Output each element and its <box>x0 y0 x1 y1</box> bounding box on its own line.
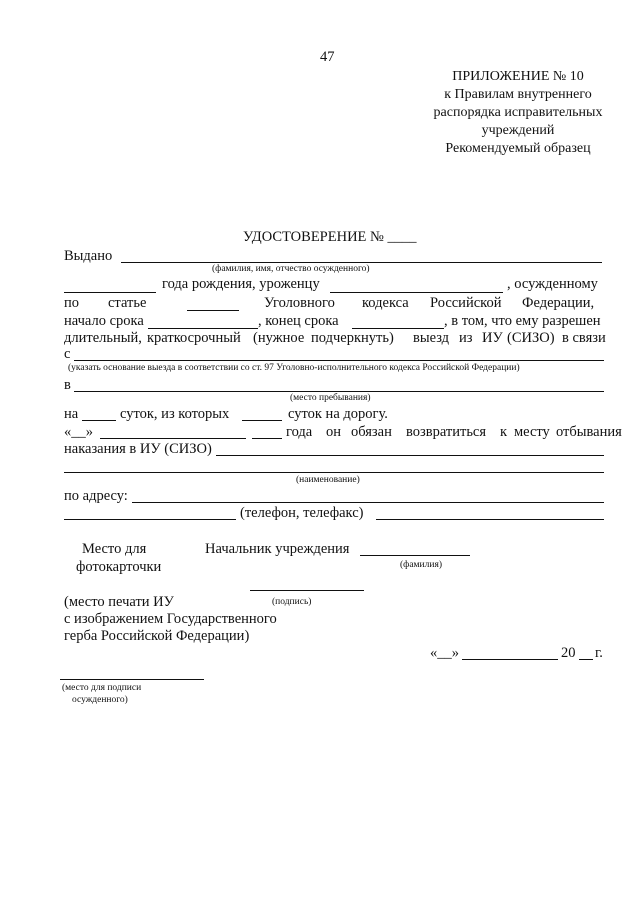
return-date-open: «__» <box>64 424 93 440</box>
trip-word: подчеркнуть) <box>311 330 394 346</box>
page-number: 47 <box>320 49 335 65</box>
days-line[interactable] <box>82 420 116 421</box>
issue-month-line[interactable] <box>462 659 558 660</box>
return-month-line[interactable] <box>100 438 246 439</box>
article-word: по <box>64 295 80 311</box>
reason-line[interactable] <box>74 360 604 361</box>
appendix-line: Рекомендуемый образец <box>445 141 591 156</box>
issue-year-line[interactable] <box>579 659 593 660</box>
signature-caption: (подпись) <box>272 597 312 607</box>
chief-label: Начальник учреждения <box>205 541 350 557</box>
appendix-line: к Правилам внутреннего <box>444 87 592 102</box>
phone-line-right[interactable] <box>376 519 604 520</box>
road-days-label: суток на дорогу. <box>288 406 388 422</box>
trip-word: длительный, <box>64 330 142 346</box>
article-word: Федерации, <box>522 295 595 311</box>
article-word: Российской <box>430 295 502 311</box>
punishment-label: наказания в ИУ (СИЗО) <box>64 441 212 457</box>
photo-place-line2: фотокарточки <box>76 559 162 575</box>
in-label: в <box>64 377 71 393</box>
article-word: кодекса <box>362 295 409 311</box>
stamp-place-line1: (место печати ИУ <box>64 594 174 610</box>
return-text <box>286 424 622 443</box>
trip-word: ИУ <box>482 330 503 346</box>
issue-year-suffix: г. <box>595 645 603 661</box>
appendix-line: учреждений <box>481 123 555 138</box>
name-caption: (наименование) <box>296 475 360 485</box>
trip-text <box>64 331 604 349</box>
address-line[interactable] <box>132 502 604 503</box>
appendix-line: распорядка исправительных <box>433 105 603 120</box>
place-caption: (место пребывания) <box>290 393 371 403</box>
chief-surname-line[interactable] <box>360 555 470 556</box>
days-label: суток, из которых <box>120 406 230 422</box>
for-label: на <box>64 406 79 422</box>
reason-caption: (указать основание выезда в соответствии со ст. 97 Уголовно-исполнительного кодекса Российской Федерации) <box>68 363 520 373</box>
facility-name-line[interactable] <box>64 472 604 473</box>
permitted-label: , в том, что ему разрешен <box>444 313 601 329</box>
term-start-label: начало срока <box>64 313 144 329</box>
stamp-place-line3: герба Российской Федерации) <box>64 628 250 644</box>
place-line[interactable] <box>74 391 604 392</box>
convicted-label: , осужденному <box>507 276 598 292</box>
facility-line[interactable] <box>216 455 604 456</box>
term-end-line[interactable] <box>352 328 444 329</box>
phone-label: (телефон, телефакс) <box>240 505 364 521</box>
birthplace-line[interactable] <box>330 292 503 293</box>
return-word: отбывания <box>556 424 622 440</box>
trip-word: (СИЗО) <box>507 330 555 346</box>
trip-word: (нужное <box>253 330 305 346</box>
trip-word: в связи <box>562 330 606 346</box>
issue-year-prefix: 20 <box>561 645 576 661</box>
article-word: Уголовного <box>264 295 335 311</box>
address-label: по адресу: <box>64 488 128 504</box>
term-end-label: , конец срока <box>258 313 339 329</box>
return-word: месту <box>514 424 550 440</box>
return-word: он <box>326 424 342 440</box>
appendix-title: ПРИЛОЖЕНИЕ № 10 <box>452 69 584 84</box>
birth-year-line[interactable] <box>64 292 156 293</box>
article-text <box>64 296 604 314</box>
convict-signature-caption1: (место для подписи <box>62 683 142 693</box>
trip-word: из <box>459 330 473 346</box>
return-word: к <box>500 424 508 440</box>
term-start-line[interactable] <box>148 328 258 329</box>
surname-caption: (фамилия) <box>400 560 442 570</box>
phone-line-left[interactable] <box>64 519 236 520</box>
with-label: с <box>64 346 71 362</box>
article-line[interactable] <box>187 310 239 311</box>
photo-place-line1: Место для <box>82 541 147 557</box>
convict-signature-caption2: осужденного) <box>72 695 128 705</box>
stamp-place-line2: с изображением Государственного <box>64 611 277 627</box>
birth-year-label: года рождения, уроженцу <box>162 276 320 292</box>
return-word: года <box>286 424 313 440</box>
fio-line[interactable] <box>121 262 602 263</box>
signature-line[interactable] <box>250 590 364 591</box>
return-word: возвратиться <box>406 424 487 440</box>
return-word: обязан <box>351 424 392 440</box>
issued-label: Выдано <box>64 248 113 264</box>
issue-date-open: «__» <box>430 645 459 661</box>
return-year-line[interactable] <box>252 438 282 439</box>
trip-word: выезд <box>413 330 450 346</box>
convict-signature-line[interactable] <box>60 679 204 680</box>
document-title: УДОСТОВЕРЕНИЕ № ____ <box>243 229 417 245</box>
road-days-line[interactable] <box>242 420 282 421</box>
fio-caption: (фамилия, имя, отчество осужденного) <box>212 264 370 274</box>
article-word: статье <box>108 295 147 311</box>
trip-word: краткосрочный <box>147 330 241 346</box>
